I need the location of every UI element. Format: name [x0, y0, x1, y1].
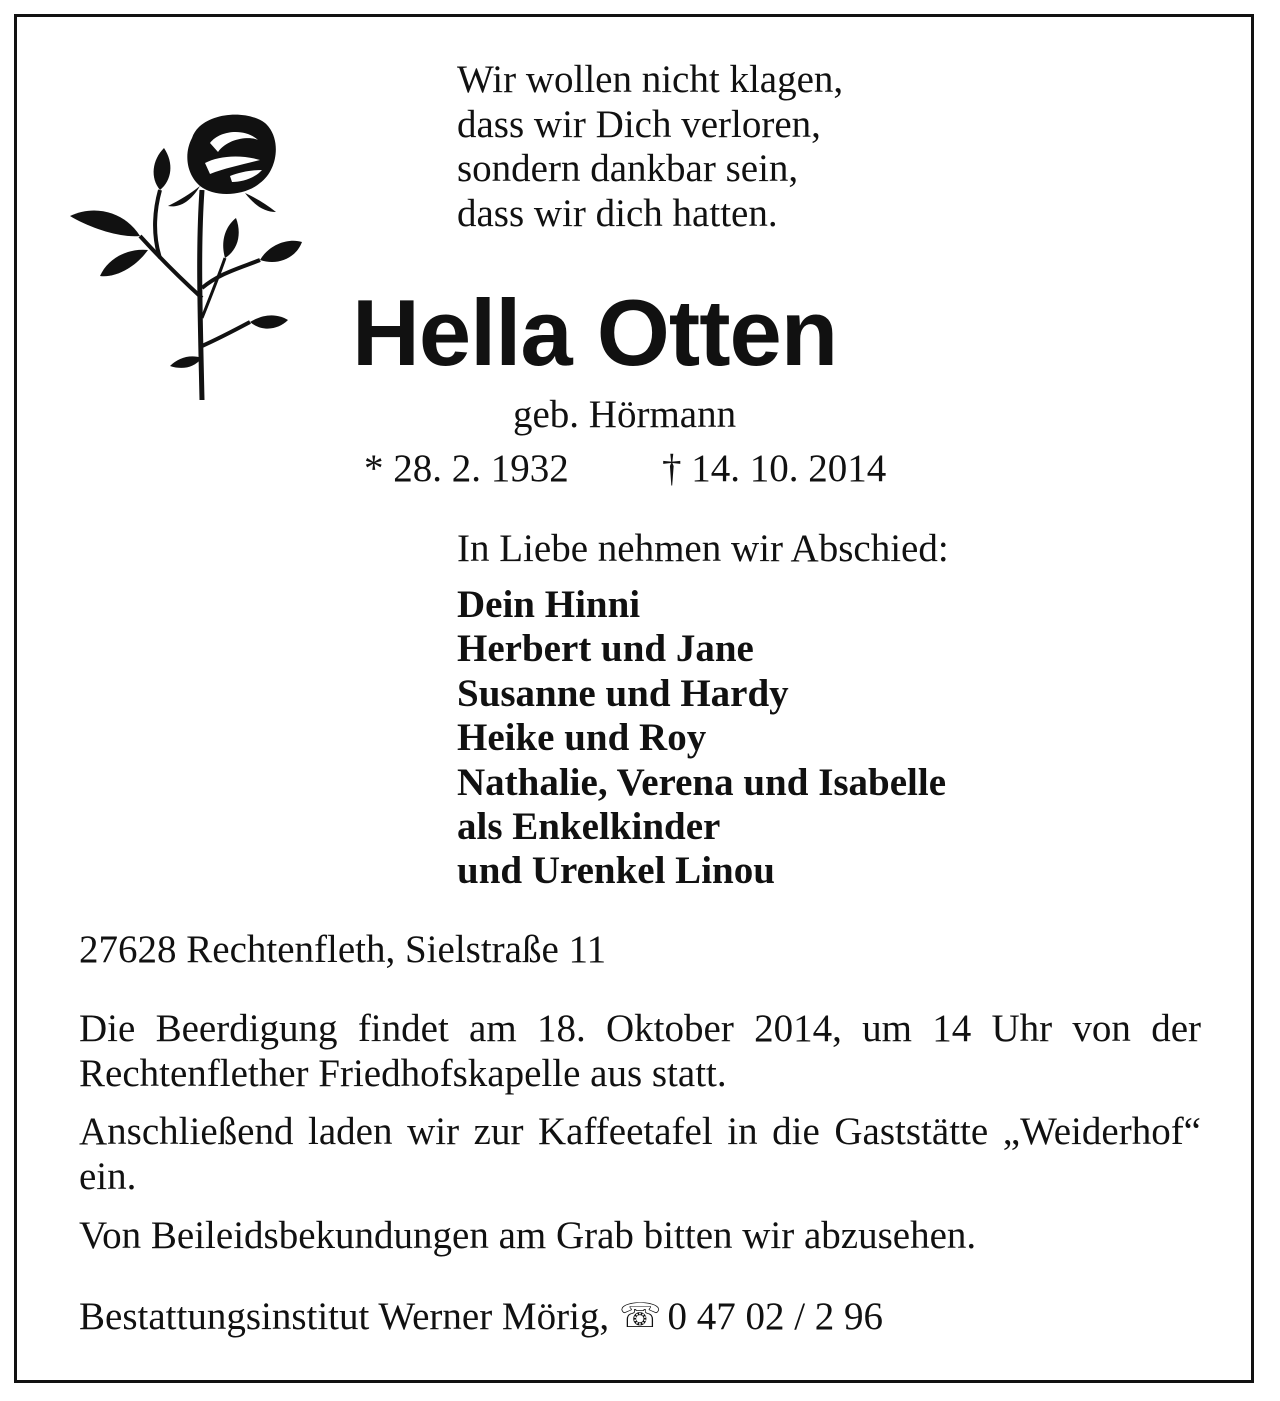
mourner: als Enkelkinder: [457, 805, 721, 849]
rose-icon: [60, 108, 310, 408]
funeral-home: [79, 1294, 883, 1339]
verse-line: dass wir Dich verloren,: [457, 102, 821, 146]
verse: [457, 58, 1057, 236]
birth-date: * 28. 2. 1932: [364, 447, 569, 490]
death-date: † 14. 10. 2014: [662, 447, 887, 490]
deceased-name: Hella Otten: [352, 280, 838, 385]
verse-line: Wir wollen nicht klagen,: [457, 58, 844, 101]
mourner: Susanne und Hardy: [457, 671, 789, 715]
maiden-name: geb. Hörmann: [513, 393, 737, 436]
funeral-home-phone: 0 47 02 / 2 96: [667, 1295, 884, 1338]
verse-line: sondern dankbar sein,: [457, 147, 799, 190]
mourners-list: [457, 583, 946, 894]
funeral-home-name: Bestattungsinstitut Werner Mörig,: [79, 1295, 610, 1338]
mourner: Dein Hinni: [457, 583, 641, 626]
farewell-text: In Liebe nehmen wir Abschied:: [457, 527, 949, 570]
mourner: Nathalie, Verena und Isabelle: [457, 760, 947, 804]
condolence-paragraph: Von Beileidsbekundungen am Grab bitten wir abzusehen.: [79, 1214, 977, 1257]
phone-icon: ☏: [618, 1296, 662, 1336]
mourner: Heike und Roy: [457, 716, 707, 760]
mourner: und Urenkel Linou: [457, 849, 775, 893]
reception-paragraph: Anschließend laden wir zur Kaffeetafel in die Gaststätte „Weiderhof“ ein.: [79, 1110, 1201, 1198]
address: 27628 Rechtenfleth, Sielstraße 11: [79, 928, 607, 971]
mourner: Herbert und Jane: [457, 627, 754, 671]
funeral-info-paragraph: Die Beerdigung findet am 18. Oktober 2014, um 14 Uhr von der Rechtenflether Friedhofskapelle aus statt.: [79, 1007, 1201, 1095]
verse-line: dass wir dich hatten.: [457, 191, 778, 235]
